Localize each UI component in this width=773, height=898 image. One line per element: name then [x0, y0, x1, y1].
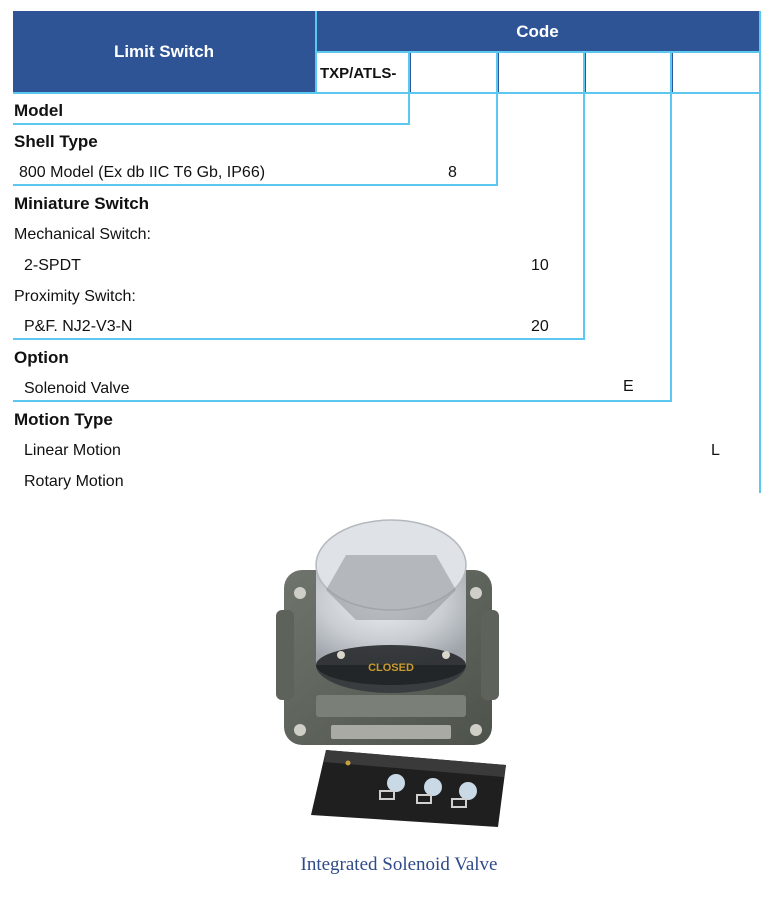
grid-line — [408, 52, 410, 125]
grid-line — [13, 123, 410, 125]
header-limit-switch-label: Limit Switch — [113, 42, 215, 61]
grid-line — [759, 11, 761, 493]
option-code-pf-nj2: 20 — [531, 318, 549, 335]
option-label-solenoid-valve: Solenoid Valve — [24, 380, 130, 397]
subgroup-proximity-switch: Proximity Switch: — [14, 288, 136, 305]
option-label-rotary-motion: Rotary Motion — [24, 473, 124, 490]
option-code-solenoid-valve: E — [623, 378, 634, 395]
grid-line — [583, 52, 585, 340]
grid-line — [496, 52, 498, 186]
code-cell-2 — [499, 53, 584, 93]
option-code-2-spdt: 10 — [531, 257, 549, 274]
section-shell-type-title: Shell Type — [14, 132, 98, 151]
header-code-label: Code — [516, 21, 559, 41]
closed-indicator-text: CLOSED — [368, 662, 414, 674]
code-cell-prefix — [317, 53, 409, 93]
header-code — [315, 11, 760, 52]
grid-line — [670, 52, 672, 402]
option-code-linear-motion: L — [711, 442, 720, 459]
section-motion-type-title: Motion Type — [14, 410, 113, 429]
limit-switch-solenoid-image — [276, 515, 506, 827]
code-cell-3 — [586, 53, 671, 93]
code-prefix: TXP/ATLS- — [320, 64, 397, 82]
figure-caption: Integrated Solenoid Valve — [300, 854, 498, 875]
option-label-2-spdt: 2-SPDT — [24, 257, 81, 274]
code-cell-1 — [411, 53, 497, 93]
option-label-800-model: 800 Model (Ex db IIC T6 Gb, IP66) — [19, 164, 266, 181]
grid-line — [13, 338, 585, 340]
subgroup-mechanical-switch: Mechanical Switch: — [14, 226, 151, 243]
header-limit-switch — [13, 11, 315, 93]
section-miniature-switch-title: Miniature Switch — [14, 194, 150, 213]
option-label-pf-nj2: P&F. NJ2-V3-N — [24, 318, 133, 335]
code-cell-4 — [673, 53, 759, 93]
section-option-title: Option — [14, 348, 69, 367]
grid-line — [13, 400, 672, 402]
product-photo — [276, 515, 506, 827]
section-model-title: Model — [14, 101, 64, 120]
grid-line — [13, 92, 760, 94]
grid-line — [315, 51, 760, 53]
option-label-linear-motion: Linear Motion — [24, 442, 121, 459]
grid-line — [13, 184, 498, 186]
option-code-800-model: 8 — [448, 164, 457, 181]
